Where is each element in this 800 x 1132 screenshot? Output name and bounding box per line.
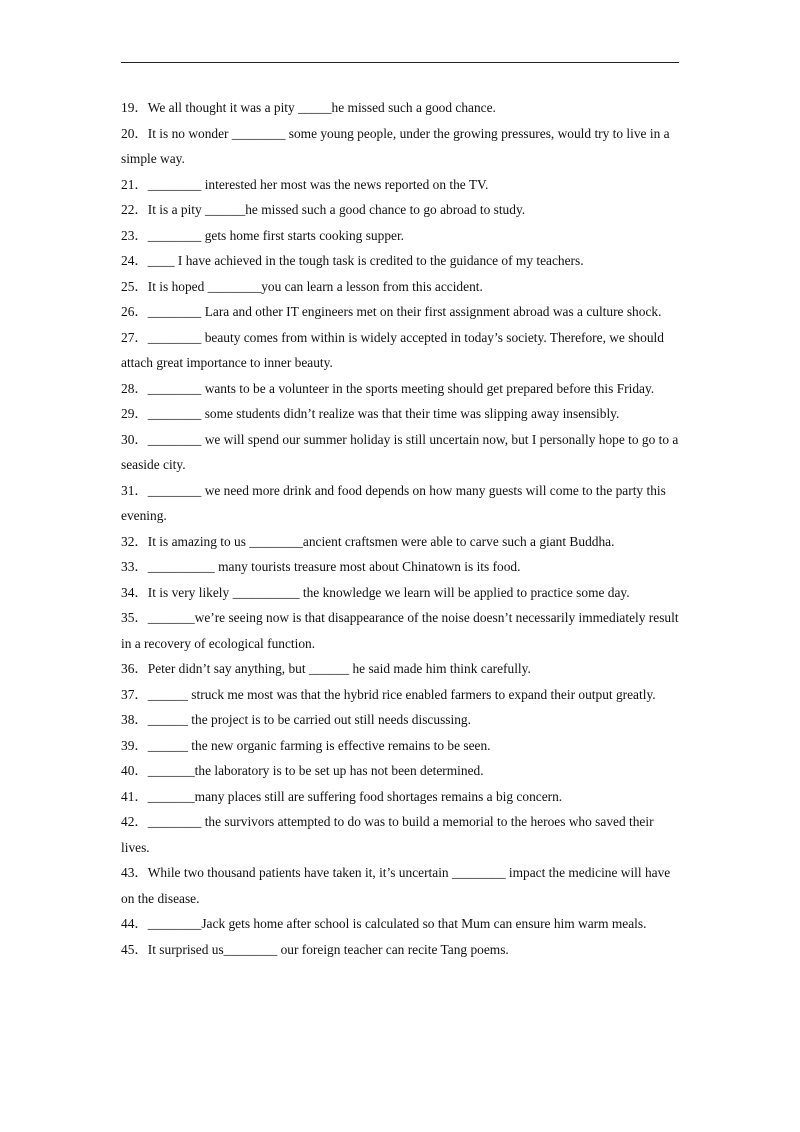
question-22: 22．It is a pity ______he missed such a good chance to go abroad to study. <box>121 202 526 217</box>
question-44: 44．________Jack gets home after school is calculated so that Mum can ensure him warm meals. <box>121 916 647 931</box>
question-43: 43．While two thousand patients have taken it, it’s uncertain ________ impact the medicine will have on the disease. <box>121 865 671 906</box>
question-32: 32．It is amazing to us ________ancient craftsmen were able to carve such a giant Buddha. <box>121 533 615 549</box>
question-34: 34．It is very likely __________ the knowledge we learn will be applied to practice some day. <box>121 584 630 600</box>
question-26: 26．________ Lara and other IT engineers met on their first assignment abroad was a culture shock. <box>121 304 662 319</box>
question-23: 23．________ gets home first starts cooking supper. <box>121 227 405 243</box>
question-29: 29．________ some students didn’t realize was that their time was slipping away insensibly. <box>121 406 620 421</box>
question-24: 24．____ I have achieved in the tough task is credited to the guidance of my teachers. <box>121 253 584 268</box>
question-list <box>121 95 679 962</box>
question-38: 38．______ the project is to be carried out still needs discussing. <box>121 712 471 727</box>
question-21: 21．________ interested her most was the news reported on the TV. <box>121 176 489 192</box>
question-41: 41．_______many places still are suffering food shortages remains a big concern. <box>121 788 563 804</box>
question-45: 45．It surprised us________ our foreign teacher can recite Tang poems. <box>121 941 509 957</box>
question-36: 36．Peter didn’t say anything, but ______ he said made him think carefully. <box>121 661 531 676</box>
question-39: 39．______ the new organic farming is effective remains to be seen. <box>121 737 491 753</box>
question-20: 20．It is no wonder ________ some young people, under the growing pressures, would try to live in a simple way. <box>121 125 670 166</box>
question-31: 31．________ we need more drink and food depends on how many guests will come to the party this evening. <box>121 482 666 523</box>
question-35: 35．_______we’re seeing now is that disappearance of the noise doesn’t necessarily immediately result in a recovery of ecological function. <box>121 610 679 651</box>
header-rule <box>121 62 679 63</box>
question-27: 27．________ beauty comes from within is widely accepted in today’s society. Therefore, we should attach great importance to inner beauty. <box>121 329 664 370</box>
question-28: 28．________ wants to be a volunteer in the sports meeting should get prepared before this Friday. <box>121 380 655 396</box>
question-40: 40．_______the laboratory is to be set up has not been determined. <box>121 763 484 778</box>
question-30: 30．________ we will spend our summer holiday is still uncertain now, but I personally hope to go to a seaside city. <box>121 431 679 472</box>
question-19: 19．We all thought it was a pity _____he missed such a good chance. <box>121 100 496 115</box>
question-33: 33．__________ many tourists treasure most about Chinatown is its food. <box>121 559 521 574</box>
question-25: 25．It is hoped ________you can learn a lesson from this accident. <box>121 278 483 294</box>
question-42: 42．________ the survivors attempted to do was to build a memorial to the heroes who saved their lives. <box>121 814 654 855</box>
question-37: 37．______ struck me most was that the hybrid rice enabled farmers to expand their output greatly. <box>121 686 656 702</box>
